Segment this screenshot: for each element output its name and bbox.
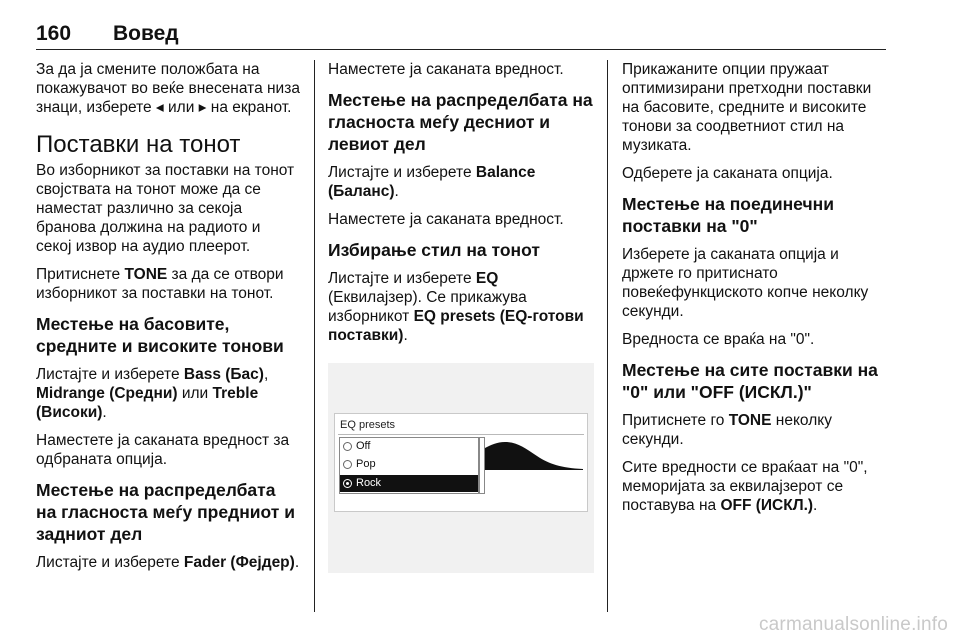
column-divider [607,60,608,612]
title-divider [338,434,584,435]
preset-option-rock[interactable]: Rock [340,475,478,492]
eq-curve-icon [485,436,583,470]
preset-list [339,437,479,494]
subsection-heading: Местење на распределбата на гласноста меѓу предниот и задниот дел [36,480,295,544]
subsection-heading: Местење на басовите, средните и високите тонови [36,314,284,356]
paragraph: Притиснете го TONE неколку секунди. [622,412,832,448]
subsection-heading: Местење на сите поставки на "0" или "OFF (ИСКЛ.)" [622,360,878,402]
watermark: carmanualsonline.info [758,614,948,635]
preset-option-off[interactable]: Off [340,438,478,455]
paragraph: Листајте и изберете EQ (Еквилајзер). Се прикажува изборникот EQ presets (EQ-готови поставки). [328,270,584,344]
paragraph: Прикажаните опции пружаат оптимизирани претходни поставки на басовите, средните и високите тонови за соодветниот стил на музиката. [622,61,872,154]
subsection-heading: Местење на поединечни поставки на "0" [622,194,834,236]
section-heading: Поставки на тонот [36,131,241,158]
column-divider [314,60,315,612]
page-number: 160 [36,22,72,45]
column-middle [328,60,594,573]
subsection-heading: Избирање стил на тонот [328,240,540,260]
paragraph: Притиснете TONE за да се отвори изборникот за поставки на тонот. [36,266,284,302]
column-left [36,60,300,581]
page-header [36,22,886,50]
preset-option-pop[interactable]: Pop [340,456,478,473]
paragraph: Листајте и изберете Fader (Фејдер). [36,554,300,571]
radio-icon [343,442,352,451]
paragraph: Одберете ја саканата опција. [622,165,833,182]
page-header-title: Вовед [113,22,179,45]
display-screen [334,413,588,512]
paragraph: Наместете ја саканата вредност. [328,61,564,78]
paragraph: Во изборникот за поставки на тонот својствата на тонот може да се наместат различно за секоја бранова должина на радиото и секој извор на аудио плеерот. [36,162,295,255]
eq-presets-screenshot [328,363,594,573]
intro-paragraph: За да ја смените положбата на покажувачот во веќе внесената низа знаци, изберете ◂ или ▸ на екранот. [36,61,300,116]
paragraph: Вредноста се враќа на "0". [622,331,815,348]
paragraph: Сите вредности се враќаат на "0", меморијата за еквилајзерот се поставува на OFF (ИСКЛ.). [622,459,868,514]
radio-icon [343,460,352,469]
screen-title: EQ presets [340,419,396,431]
paragraph: Наместете ја саканата вредност. [328,211,564,228]
paragraph: Листајте и изберете Balance (Баланс). [328,164,536,200]
paragraph: Листајте и изберете Bass (Бас), Midrange (Средни) или Treble (Високи). [36,366,269,421]
paragraph: Изберете ја саканата опција и држете го притиснато повеќефункциското копче неколку секунди. [622,246,869,320]
subsection-heading: Местење на распределбата на гласноста меѓу десниот и левиот дел [328,90,593,154]
column-right [622,60,888,524]
paragraph: Наместете ја саканата вредност за одбраната опција. [36,432,290,468]
radio-selected-icon [343,479,352,488]
